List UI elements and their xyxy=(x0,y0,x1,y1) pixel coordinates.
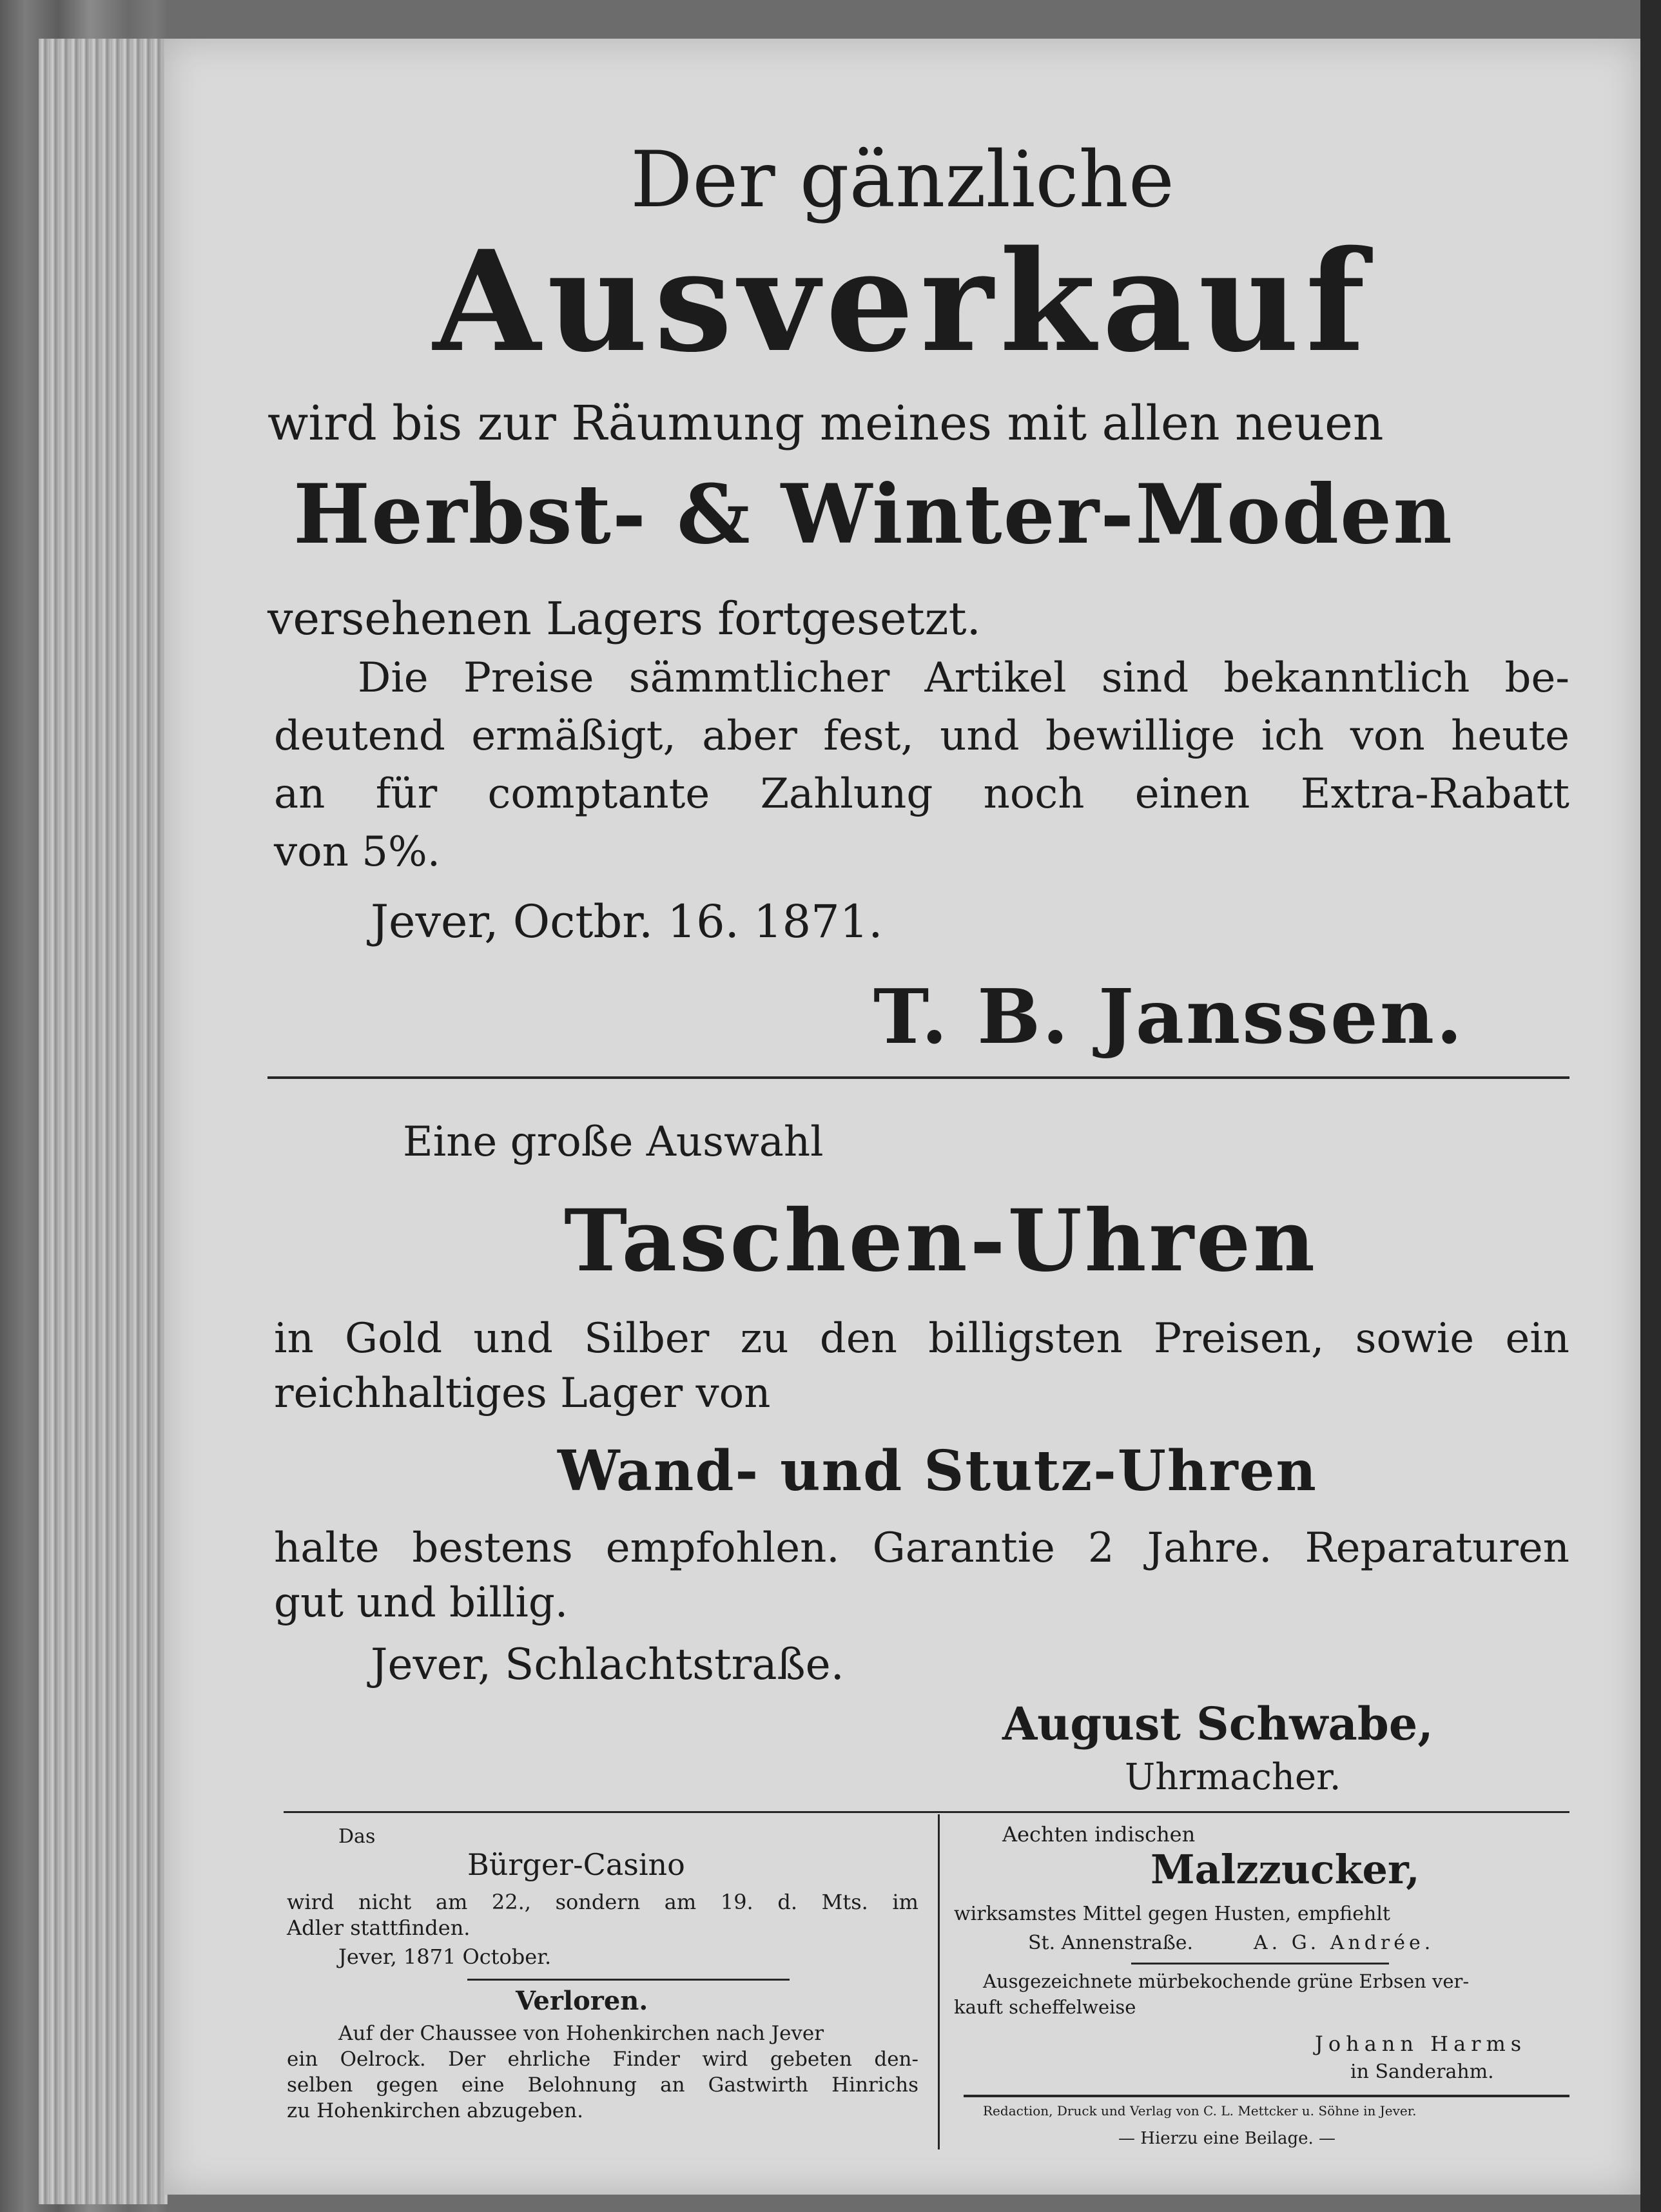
ad-headline-ausverkauf: Ausverkauf xyxy=(432,220,1372,383)
ad-body-line: in Gold und Silber zu den billigsten Preisen, sowie ein xyxy=(274,1315,1569,1363)
ad-headline-wanduhren: Wand- und Stutz-Uhren xyxy=(558,1439,1317,1504)
notice-divider xyxy=(467,1979,790,1981)
notice-line: ein Oelrock. Der ehrliche Finder wird gebeten den- xyxy=(287,2048,918,2071)
ad-title: Uhrmacher. xyxy=(1125,1756,1341,1798)
newspaper-page xyxy=(164,39,1640,2195)
imprint-line: Redaction, Druck und Verlag von C. L. Mettcker u. Söhne in Jever. xyxy=(983,2103,1417,2119)
notice-line: zu Hohenkirchen abzugeben. xyxy=(287,2099,583,2122)
notice-seller: Johann Harms xyxy=(1315,2032,1527,2056)
ad-body-line: reichhaltiges Lager von xyxy=(274,1370,771,1417)
notice-line: Ausgezeichnete mürbekochende grüne Erbsen ver- xyxy=(983,1970,1470,1992)
ad-intro-line: Der gänzliche xyxy=(630,135,1174,225)
ad-headline-taschenuhren: Taschen-Uhren xyxy=(564,1191,1318,1291)
ad-place-date: Jever, Octbr. 16. 1871. xyxy=(371,895,883,948)
supplement-note: — Hierzu eine Beilage. — xyxy=(1118,2129,1336,2148)
section-divider xyxy=(267,1076,1569,1079)
ad-line: versehenen Lagers fortgesetzt. xyxy=(267,592,981,645)
imprint-rule xyxy=(964,2095,1569,2097)
notice-label: Das xyxy=(338,1825,376,1848)
notice-headline: Malzzucker, xyxy=(1151,1846,1420,1893)
dark-margin xyxy=(1640,0,1661,2212)
notice-headline: Bürger-Casino xyxy=(467,1847,685,1882)
notice-line: selben gegen eine Belohnung an Gastwirth Hinrichs xyxy=(287,2073,918,2097)
ad-headline-moden: Herbst- & Winter-Moden xyxy=(293,467,1453,562)
notice-label: Aechten indischen xyxy=(1002,1822,1196,1847)
ad-line: wird bis zur Räumung meines mit allen neuen xyxy=(267,396,1384,451)
notice-seller: A. G. Andrée. xyxy=(1254,1932,1435,1954)
ad-intro-line: Eine große Auswahl xyxy=(403,1118,824,1166)
notice-divider xyxy=(1131,1963,1389,1965)
ad-body-line: an für comptante Zahlung noch einen Extra-Rabatt xyxy=(274,770,1569,818)
notice-line: Adler stattfinden. xyxy=(287,1916,471,1940)
notice-line: Auf der Chaussee von Hohenkirchen nach Jever xyxy=(338,2022,824,2045)
notice-place-date: Jever, 1871 October. xyxy=(338,1945,552,1969)
notice-line: kauft scheffelweise xyxy=(954,1996,1136,2018)
ad-body-line: von 5%. xyxy=(274,828,441,876)
column-divider xyxy=(938,1814,940,2149)
ad-body-line: halte bestens empfohlen. Garantie 2 Jahre. Reparaturen xyxy=(274,1524,1569,1572)
notice-headline: Verloren. xyxy=(516,1986,648,2016)
ad-place: Jever, Schlachtstraße. xyxy=(371,1640,844,1689)
notice-line: wirksamstes Mittel gegen Husten, empfiehlt xyxy=(954,1903,1390,1925)
page-stack-edges xyxy=(39,39,168,2204)
notice-line: wird nicht am 22., sondern am 19. d. Mts. im xyxy=(287,1890,918,1914)
ad-signature: T. B. Janssen. xyxy=(873,973,1464,1061)
ad-body-line: deutend ermäßigt, aber fest, und bewillige ich von heute xyxy=(274,712,1569,760)
ad-body-line: Die Preise sämmtlicher Artikel sind bekanntlich be- xyxy=(358,654,1569,702)
ad-name: August Schwabe, xyxy=(1002,1697,1433,1751)
notice-place: in Sanderahm. xyxy=(1350,2061,1494,2083)
notice-street: St. Annenstraße. xyxy=(1028,1932,1194,1954)
section-divider xyxy=(284,1811,1569,1813)
ad-body-line: gut und billig. xyxy=(274,1579,568,1627)
